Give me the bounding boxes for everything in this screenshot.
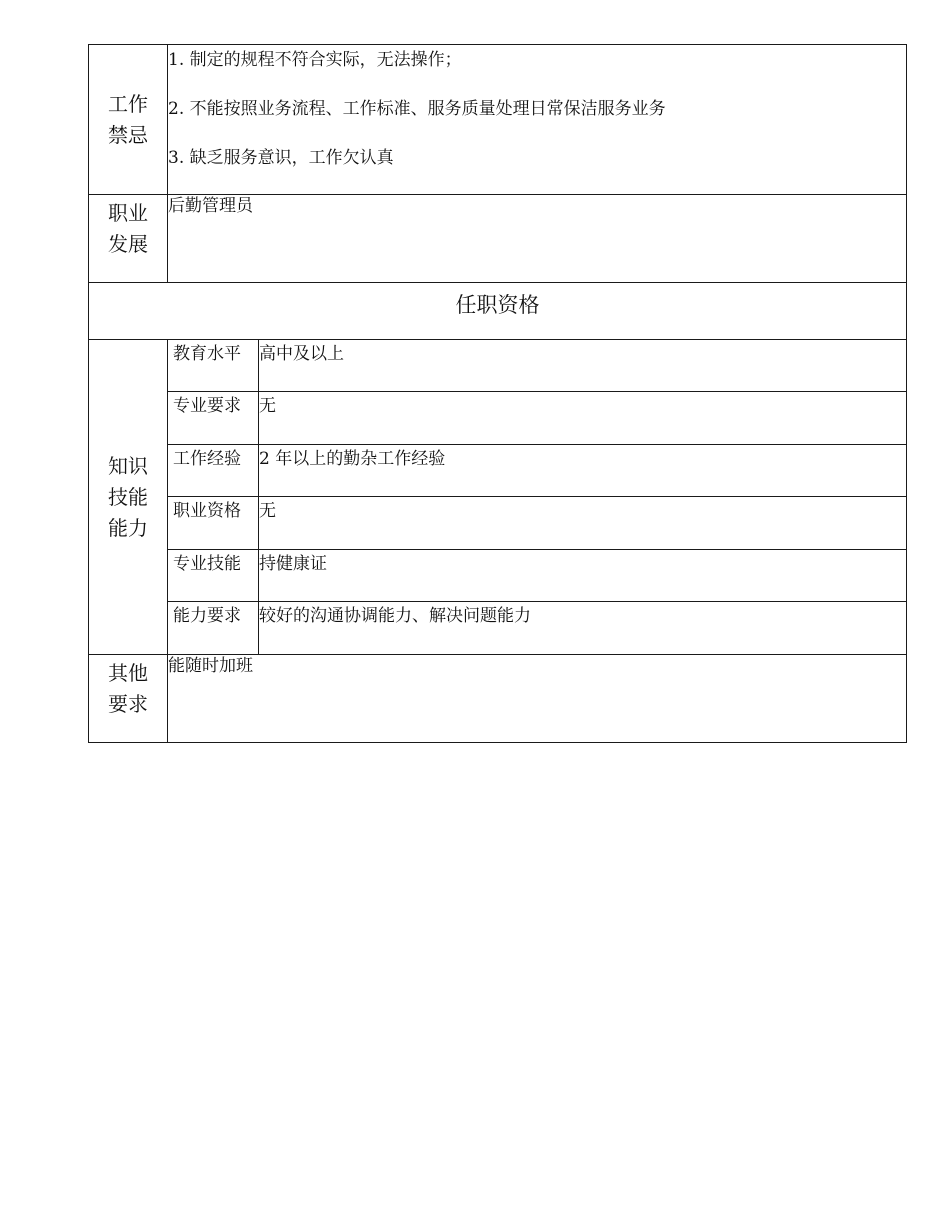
skills-row-value: 2 年以上的勤杂工作经验 — [259, 445, 907, 497]
skills-row-value: 无 — [259, 497, 907, 550]
skills-row-value: 高中及以上 — [259, 340, 907, 392]
skills-label-line-3: 能力 — [108, 515, 148, 540]
skills-row-6 — [89, 602, 907, 655]
skills-label — [89, 340, 168, 655]
skills-row-3 — [89, 445, 907, 497]
skills-label-line-1: 知识 — [108, 453, 148, 478]
taboo-item-1: 1. 制定的规程不符合实际，无法操作； — [168, 50, 462, 70]
career-row — [89, 195, 907, 283]
skills-row-value: 较好的沟通协调能力、解决问题能力 — [259, 602, 907, 655]
qualification-row — [89, 283, 907, 340]
qualification-title: 任职资格 — [89, 283, 907, 340]
career-value: 后勤管理员 — [168, 195, 907, 283]
taboo-content — [168, 45, 907, 195]
taboo-row — [89, 45, 907, 195]
other-label — [89, 655, 168, 743]
other-label-line-2: 要求 — [108, 692, 148, 716]
taboo-label — [89, 45, 168, 195]
career-label-line-1: 职业 — [108, 201, 148, 225]
skills-row-name: 专业技能 — [168, 550, 259, 602]
other-row — [89, 655, 907, 743]
taboo-item-2: 2. 不能按照业务流程、工作标准、服务质量处理日常保洁服务业务 — [168, 99, 666, 119]
skills-row-name: 教育水平 — [168, 340, 259, 392]
skills-row-value: 持健康证 — [259, 550, 907, 602]
skills-row-value: 无 — [259, 392, 907, 445]
taboo-label-line-1: 工作 — [108, 91, 148, 116]
skills-row-2 — [89, 392, 907, 445]
skills-row-4 — [89, 497, 907, 550]
taboo-label-line-2: 禁忌 — [108, 122, 148, 147]
skills-label-line-2: 技能 — [108, 484, 148, 509]
career-label-line-2: 发展 — [108, 232, 148, 256]
other-value: 能随时加班 — [168, 655, 907, 743]
career-label — [89, 195, 168, 283]
skills-row-name: 专业要求 — [168, 392, 259, 445]
taboo-item-3: 3. 缺乏服务意识，工作欠认真 — [168, 148, 394, 168]
skills-row-5 — [89, 550, 907, 602]
skills-row-name: 能力要求 — [168, 602, 259, 655]
job-description-table — [88, 44, 907, 743]
other-label-line-1: 其他 — [108, 661, 148, 685]
skills-row-1 — [89, 340, 907, 392]
skills-row-name: 职业资格 — [168, 497, 259, 550]
skills-row-name: 工作经验 — [168, 445, 259, 497]
